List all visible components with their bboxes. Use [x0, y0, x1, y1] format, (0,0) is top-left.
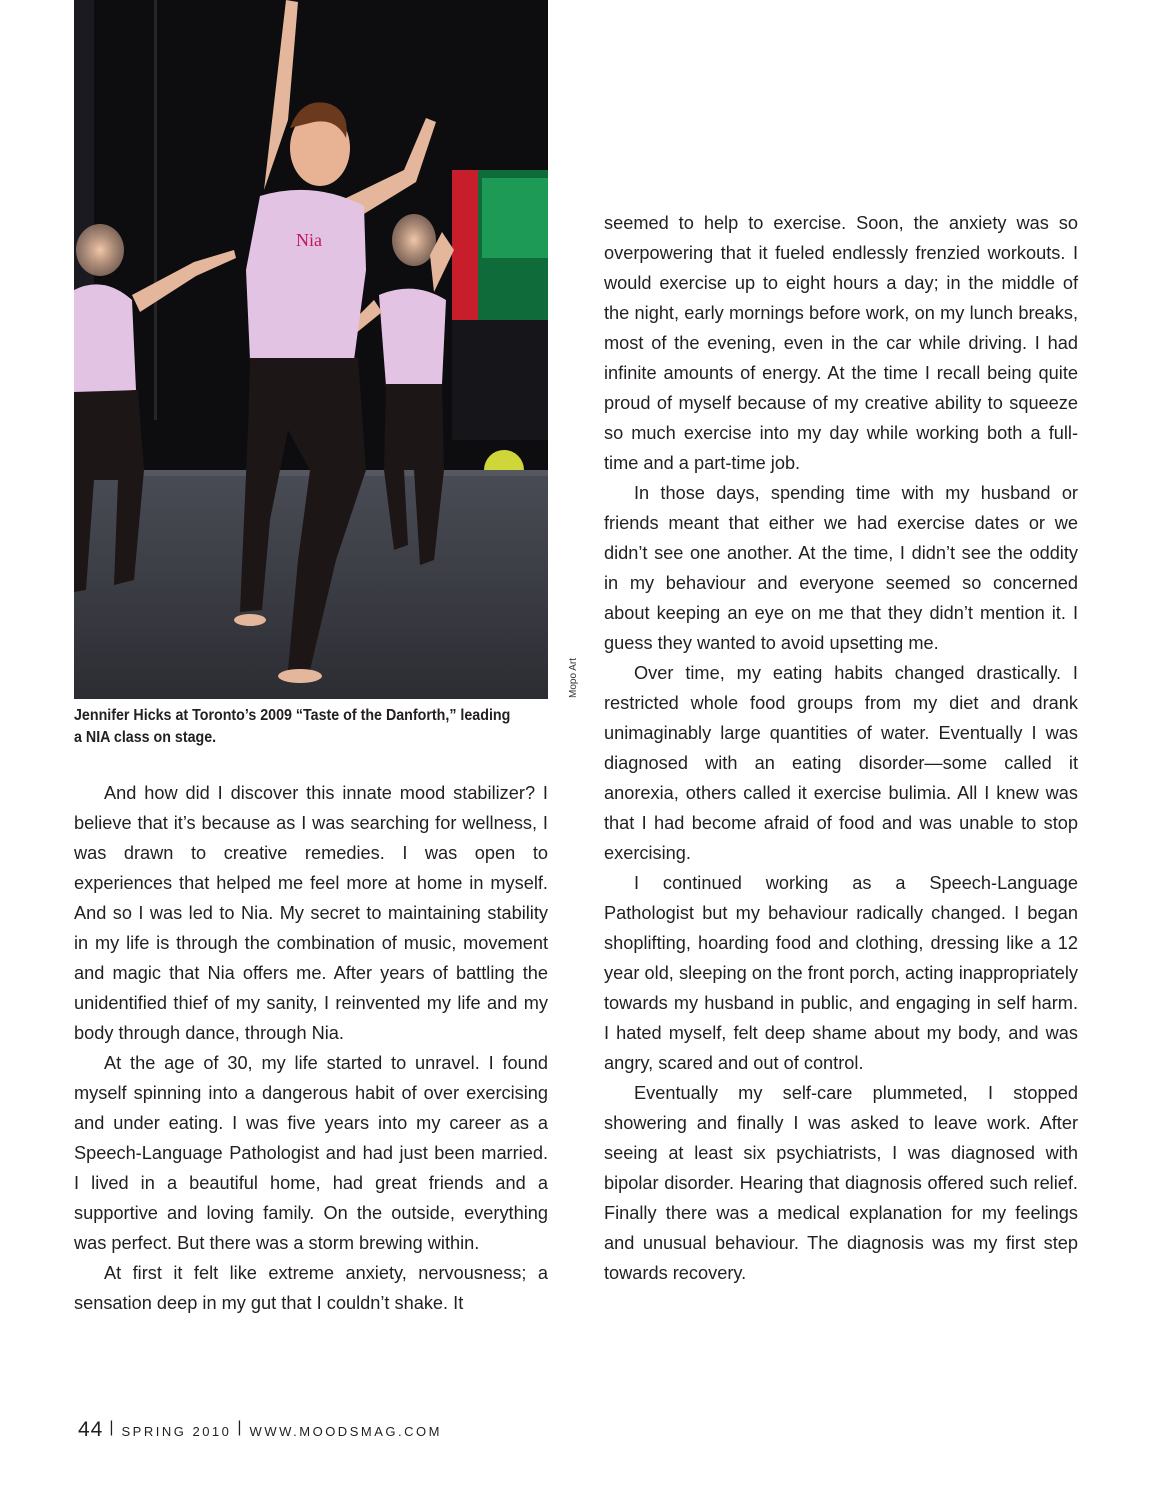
paragraph: And how did I discover this innate mood stabilizer? I believe that it’s because as I was searching for wellness, I was drawn to creative remedies. I was open to experiences that helped me feel more at home in myself. And so I was led to Nia. My secret to maintaining stability in my life is through the combination of music, movement and magic that Nia offers me. After years of battling the unidentified thief of my sanity, I reinvented my life and my body through dance, through Nia. [74, 783, 548, 1043]
footer-divider: | [237, 1419, 242, 1436]
photo-credit-text: Mopo Art [568, 657, 579, 698]
paragraph: Eventually my self-care plummeted, I stopped showering and finally I was asked to leave work. After seeing at least six psychiatrists, I was diagnosed with bipolar disorder. Hearing that diagnosis offered such relief. Finally there was a medical explanation for my feelings and unusual behaviour. The diagnosis was my first step towards recovery. [604, 1083, 1078, 1283]
left-column [74, 778, 548, 1318]
paragraph-continued: seemed to help to exercise. Soon, the anxiety was so overpowering that it fueled endlessly frenzied workouts. I would exercise up to eight hours a day; in the middle of the night, early mornings before work, on my lunch breaks, most of the evening, even in the car while driving. I had infinite amounts of energy. At the time I recall being quite proud of myself because of my creative ability to squeeze so much exercise into my day while working both a full-time and a part-time job. [604, 213, 1078, 473]
paragraph: In those days, spending time with my husband or friends meant that either we had exercise dates or we didn’t see one another. At the time, I didn’t see the oddity in my behaviour and everyone seemed so concerned about keeping an eye on me that they didn’t mention it. I guess they wanted to avoid upsetting me. [604, 483, 1078, 653]
paragraph: At first it felt like extreme anxiety, nervousness; a sensation deep in my gut that I couldn’t shake. It [74, 1263, 548, 1313]
paragraph: At the age of 30, my life started to unravel. I found myself spinning into a dangerous habit of over exercising and under eating. I was five years into my career as a Speech-Language Pathologist and had just been married. I lived in a beautiful home, had great friends and a supportive and loving family. On the outside, everything was perfect. But there was a storm brewing within. [74, 1053, 548, 1253]
paragraph: Over time, my eating habits changed drastically. I restricted whole food groups from my diet and drank unimaginably large quantities of water. Eventually I was diagnosed with an eating disorder—some called it anorexia, others called it exercise bulimia. All I knew was that I had become afraid of food and was unable to stop exercising. [604, 663, 1078, 863]
paragraph: I continued working as a Speech-Language Pathologist but my behaviour radically changed. I began shoplifting, hoarding food and clothing, dressing like a 12 year old, sleeping on the front porch, acting inappropriately towards my husband in public, and engaging in self harm. I hated myself, felt deep shame about my body, and was angry, scared and out of control. [604, 873, 1078, 1073]
shirt-text: Nia [296, 230, 322, 250]
page-footer [78, 1418, 442, 1448]
dance-photo [74, 0, 548, 699]
photo-caption: Jennifer Hicks at Toronto’s 2009 “Taste of the Danforth,” leading a NIA class on stage. [74, 707, 511, 746]
footer-divider: | [109, 1419, 114, 1436]
right-column [604, 208, 1078, 1288]
photo-credit [566, 652, 578, 698]
dance-photo-illustration [74, 0, 548, 699]
page-number: 44 [78, 1418, 104, 1441]
issue-date: SPRING 2010 [121, 1424, 232, 1439]
website-url: WWW.MOODSMAG.COM [249, 1424, 442, 1439]
